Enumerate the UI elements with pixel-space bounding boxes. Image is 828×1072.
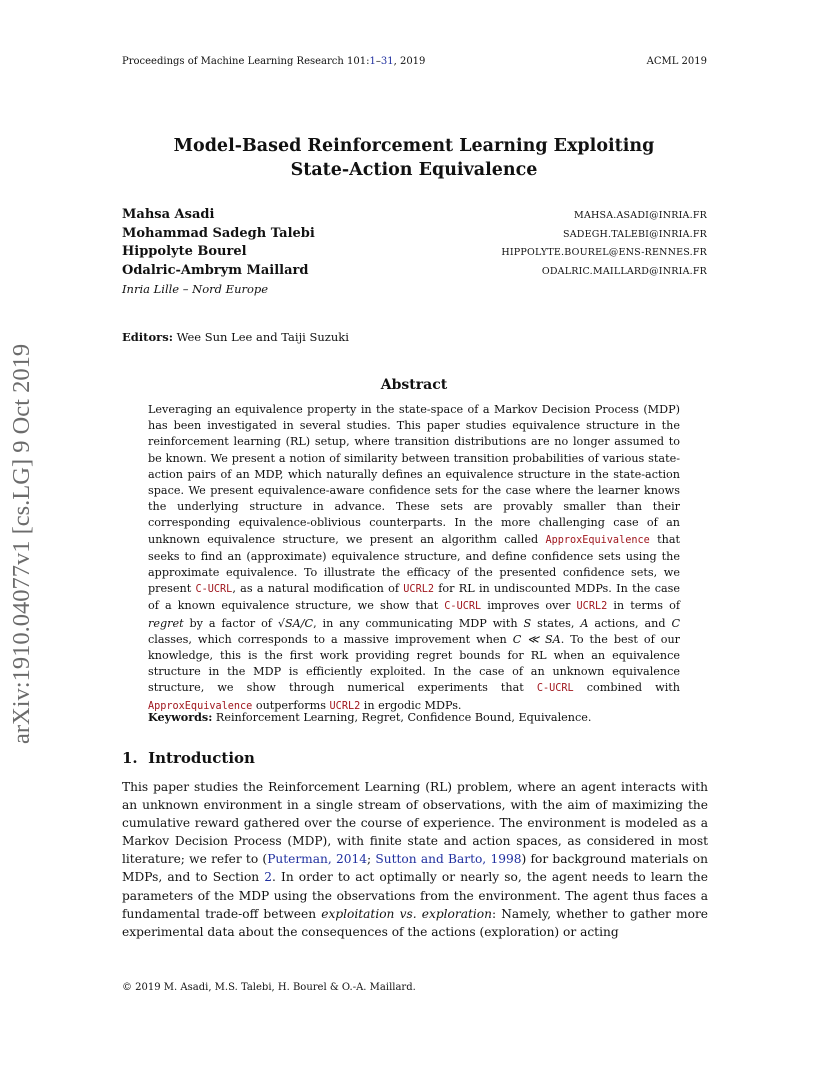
paper-title [0,134,828,182]
math-inequality: C ≪ SA [512,632,561,646]
algo-name: C-UCRL [444,601,482,613]
citation-link[interactable]: Sutton and Barto, 1998 [375,852,522,867]
page-sep: – [375,56,381,67]
section-ref-link[interactable]: 2 [264,870,273,885]
year-suffix: , 2019 [393,56,426,67]
title-line-1: Model-Based Reinforcement Learning Exploiting [173,136,655,156]
keywords-text: Reinforcement Learning, Regret, Confidence Bound, Equivalence. [215,711,592,724]
author-row [122,207,707,226]
affiliation: Inria Lille – Nord Europe [122,282,269,296]
keywords-line [148,710,591,724]
abstract-body: Leveraging an equivalence property in the state-space of a Markov Decision Process (MDP) has been investigated in several studies. This paper studies equivalence structure in the reinforcement learning (RL) setup, where transition distributions are no longer assumed to be known. We present a notion of similarity between transition probabilities of various state-action pairs of an MDP, which naturally defines an equivalence structure in the state-action space. We present equivalence-aware confidence sets for the case where the learner knows the underlying structure in advance. These sets are provably smaller than their corresponding equivalence-oblivious counterparts. In the more challenging case of an unknown equivalence structure, we present an algorithm called ApproxEquivalence that seeks to find an (approximate) equivalence structure, and define confidence sets using the approximate equivalence. To illustrate the efficacy of the presented confidence sets, we present C-UCRL, as a natural modification of UCRL2 for RL in undiscounted MDPs. In the case of a known equivalence structure, we show that C-UCRL improves over UCRL2 in terms of regret by a factor of √SA/C, in any communicating MDP with S states, A actions, and C classes, which corresponds to a massive improvement when C ≪ SA. To the best of our knowledge, this is the first work providing regret bounds for RL when an equivalence structure in the MDP is efficiently exploited. In the case of an unknown equivalence structure, we show through numerical experiments that C-UCRL combined with ApproxEquivalence outperforms UCRL2 in ergodic MDPs. [148,403,681,712]
author-list [122,207,707,281]
copyright-footer: © 2019 M. Asadi, M.S. Talebi, H. Bourel & O.-A. Maillard. [122,982,416,993]
author-row [122,226,707,245]
page-start-link[interactable]: 1 [369,56,376,67]
running-header-venue [122,56,425,67]
title-line-2: State-Action Equivalence [290,160,538,180]
section-heading: 1. Introduction [122,749,255,767]
running-header-conference: ACML 2019 [646,56,707,67]
keywords-label: Keywords: [148,710,213,724]
author-name: Mahsa Asadi [122,207,215,222]
author-name: Mohammad Sadegh Talebi [122,225,315,241]
author-email: ODALRIC.MAILLARD@INRIA.FR [541,265,707,277]
arxiv-stamp: arXiv:1910.04077v1 [cs.LG] 9 Oct 2019 [8,343,35,744]
author-name: Hippolyte Bourel [122,244,247,259]
algo-name: C-UCRL [195,584,233,596]
citation-link[interactable]: Puterman, 2014 [267,852,368,867]
author-email: HIPPOLYTE.BOUREL@ENS-RENNES.FR [501,247,707,258]
editors-line [122,330,349,344]
math-factor: √SA/C [277,616,314,630]
author-row [122,244,707,263]
intro-paragraph: This paper studies the Reinforcement Learning (RL) problem, where an agent interacts with an unknown environment in a single stream of observations, with the aim of maximizing the cumulative reward gathered over the course of experience. The environment is modeled as a Markov Decision Process (MDP), with finite state and action spaces, as considered in most literature; we refer to (Puterman, 2014; Sutton and Barto, 1998) for background materials on MDPs, and to Section 2. In order to act optimally or nearly so, the agent needs to learn the parameters of the MDP using the observations from the environment. The agent thus faces a fundamental trade-off between exploitation vs. exploration: Namely, whether to gather more experimental data about the consequences of the actions (exploration) or acting [122,780,708,939]
editors-label: Editors: [122,330,173,344]
algo-name: ApproxEquivalence [545,534,650,546]
author-email: MAHSA.ASADI@INRIA.FR [574,210,707,221]
algo-name: UCRL2 [329,700,361,712]
author-name: Odalric-Ambrym Maillard [122,262,309,278]
algo-name: UCRL2 [403,584,434,596]
algo-name: C-UCRL [536,683,574,695]
algo-name: UCRL2 [576,601,608,613]
algo-name: ApproxEquivalence [148,700,253,712]
author-email: SADEGH.TALEBI@INRIA.FR [563,228,707,240]
editors-names: Wee Sun Lee and Taiji Suzuki [176,330,349,344]
abstract-heading: Abstract [380,377,448,393]
venue-prefix: Proceedings of Machine Learning Research 101: [122,56,370,67]
page-end-link[interactable]: 31 [380,56,394,67]
author-row [122,263,707,282]
